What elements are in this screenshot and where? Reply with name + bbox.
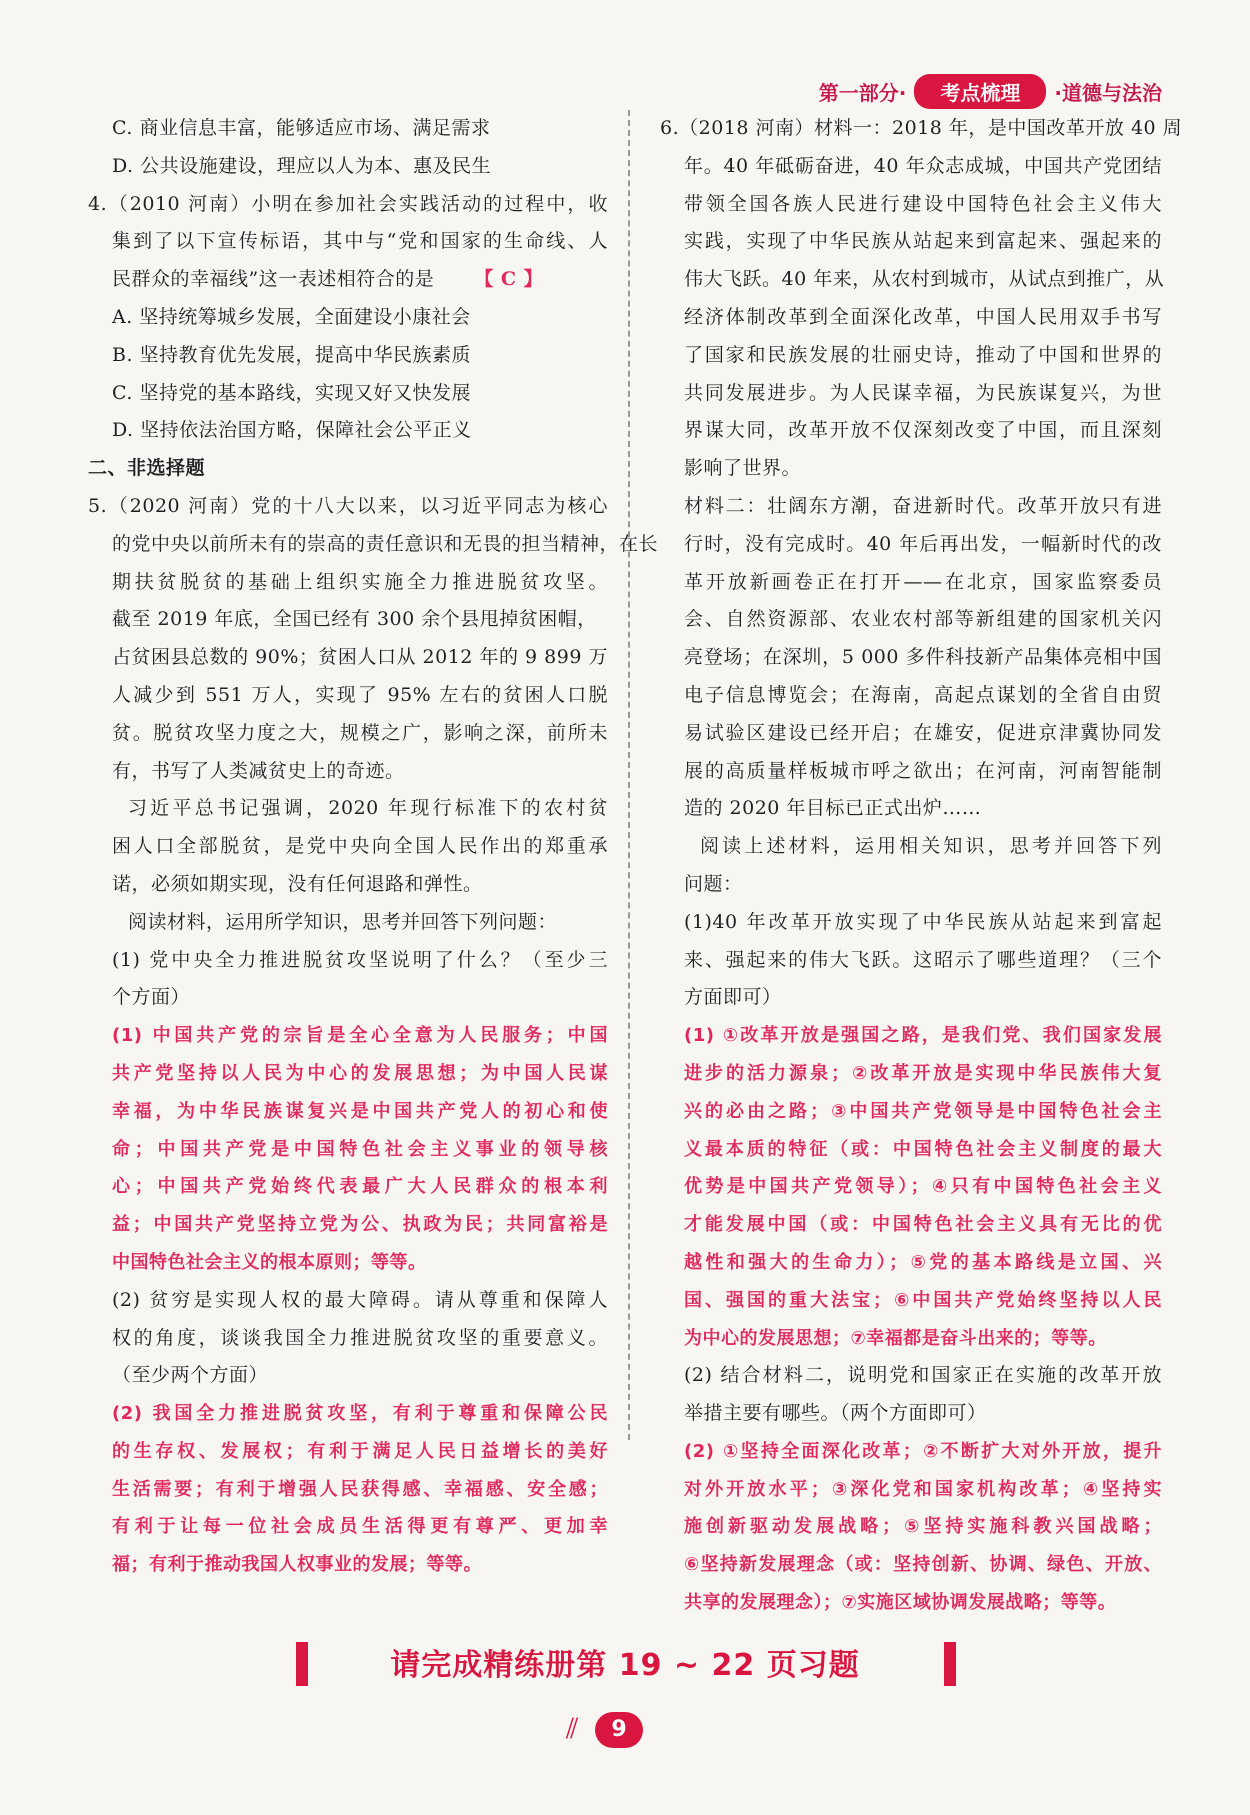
text-line (660, 223, 1162, 261)
answer-line (88, 1017, 608, 1055)
line-text: 贫。脱贫攻坚力度之大，规模之广，影响之深，前所未 (112, 721, 608, 744)
line-text: 命；中国共产党是中国特色社会主义事业的领导核 (112, 1138, 608, 1160)
line-text: (1) 党中央全力推进脱贫攻坚说明了什么？（至少三 (112, 948, 608, 971)
line-text: 共享的发展理念）；⑦实施区域协调发展战略；等等。 (684, 1592, 1117, 1614)
line-text: (1)40 年改革开放实现了中华民族从站起来到富起 (684, 910, 1162, 933)
line-text: 进步的活力源泉；②改革开放是实现中华民族伟大复 (684, 1062, 1162, 1084)
text-line (660, 450, 1162, 488)
text-line (88, 375, 608, 413)
page-number: 9 (595, 1712, 643, 1748)
line-text: 行时，没有完成时。40 年后再出发，一幅新时代的改 (684, 532, 1162, 555)
answer-line (88, 1131, 608, 1169)
line-text: D. 公共设施建设，理应以人为本、惠及民生 (112, 154, 492, 177)
text-line (88, 526, 659, 564)
text-line (660, 299, 1162, 337)
line-text: 心；中国共产党始终代表最广大人民群众的根本利 (112, 1176, 608, 1198)
text-line (660, 526, 1162, 564)
line-text: 问题： (684, 872, 743, 895)
line-text: 的生存权、发展权；有利于满足人民日益增长的美好 (112, 1440, 608, 1462)
answer-line (660, 1433, 1162, 1471)
text-line (660, 261, 1165, 299)
answer-line (88, 1093, 608, 1131)
text-line (88, 639, 608, 677)
text-line (88, 677, 608, 715)
line-text: (1) ①改革开放是强国之路，是我们党、我们国家发展 (684, 1025, 1162, 1047)
line-text: A. 坚持统筹城乡发展，全面建设小康社会 (112, 305, 471, 328)
line-text: 有利于让每一位社会成员生活得更有尊严、更加幸 (112, 1516, 608, 1538)
answer-line (660, 1017, 1162, 1055)
line-text: C. 坚持党的基本路线，实现又好又快发展 (112, 381, 471, 404)
line-text: 施创新驱动发展战略；⑤坚持实施科教兴国战略； (684, 1516, 1162, 1538)
text-line (660, 753, 1162, 791)
answer-line (660, 1131, 1162, 1169)
answer-line (88, 1471, 608, 1509)
line-text: 兴的必由之路；③中国共产党领导是中国特色社会主 (684, 1100, 1162, 1122)
line-text: 权的角度，谈谈我国全力推进脱贫攻坚的重要意义。 (112, 1326, 608, 1349)
page-header (819, 74, 1162, 109)
line-text: 截至 2019 年底，全国已经有 300 余个县甩掉贫困帽， (112, 608, 597, 631)
text-line (88, 148, 608, 186)
line-text: 展的高质量样板城市呼之欲出；在河南，河南智能制 (684, 759, 1162, 782)
text-line (88, 299, 608, 337)
line-text: 了国家和民族发展的壮丽史诗，推动了中国和世界的 (684, 343, 1162, 366)
text-line (660, 375, 1162, 413)
line-text: （至少两个方面） (112, 1364, 269, 1387)
line-text: 益；中国共产党坚持立党为公、执政为民；共同富裕是 (112, 1214, 608, 1236)
line-text: 5.（2020 河南）党的十八大以来，以习近平同志为核心 (88, 494, 608, 517)
line-text: 方面即可） (684, 986, 782, 1009)
text-line (88, 337, 608, 375)
line-text: 二、非选择题 (88, 457, 206, 480)
text-line (88, 715, 608, 753)
answer-line (660, 1546, 1162, 1584)
line-text: (2) 结合材料二，说明党和国家正在实施的改革开放 (684, 1364, 1162, 1387)
line-text: 期扶贫脱贫的基础上组织实施全力推进脱贫攻坚。 (112, 570, 608, 593)
line-text: 革开放新画卷正在打开——在北京，国家监察委员 (684, 570, 1162, 593)
line-text: 困人口全部脱贫，是党中央向全国人民作出的郑重承 (112, 835, 608, 858)
line-text: 影响了世界。 (684, 457, 802, 480)
text-line (660, 904, 1162, 942)
line-text: 对外开放水平；③深化党和国家机构改革；④坚持实 (684, 1478, 1162, 1500)
line-text: 亮登场；在深圳，5 000 多件科技新产品集体亮相中国 (684, 646, 1162, 669)
text-line (88, 904, 608, 942)
line-text: 共产党坚持以人民为中心的发展思想；为中国人民谋 (112, 1062, 608, 1084)
text-line (88, 1320, 608, 1358)
answer-line (660, 1508, 1162, 1546)
line-text: B. 坚持教育优先发展，提高中华民族素质 (112, 343, 472, 366)
text-line (660, 412, 1162, 450)
line-text: 4.（2010 河南）小明在参加社会实践活动的过程中，收 (88, 192, 608, 215)
answer-line (660, 1055, 1162, 1093)
line-text: 经济体制改革到全面深化改革，中国人民用双手书写 (684, 305, 1162, 328)
text-line (660, 110, 1183, 148)
answer-line (660, 1282, 1162, 1320)
line-text: (2) 贫穷是实现人权的最大障碍。请从尊重和保障人 (112, 1288, 608, 1311)
line-text: 生活需要；有利于增强人民获得感、幸福感、安全感； (112, 1478, 608, 1500)
answer-line (660, 1093, 1162, 1131)
line-text: D. 坚持依法治国方略，保障社会公平正义 (112, 419, 472, 442)
text-line (88, 979, 608, 1017)
answer-line (660, 1168, 1162, 1206)
text-line (88, 828, 608, 866)
answer-line (88, 1055, 608, 1093)
text-line (88, 223, 608, 261)
line-text: 带领全国各族人民进行建设中国特色社会主义伟大 (684, 192, 1162, 215)
answer-line (88, 1508, 608, 1546)
text-line (88, 450, 608, 488)
line-text: 来、强起来的伟大飞跃。这昭示了哪些道理？（三个 (684, 948, 1162, 971)
answer-bracket: 【 C 】 (474, 268, 544, 291)
answer-line (88, 1168, 608, 1206)
line-text: (1) 中国共产党的宗旨是全心全意为人民服务；中国 (112, 1025, 608, 1047)
answer-line (660, 1320, 1162, 1358)
text-line (660, 337, 1162, 375)
line-text: 共同发展进步。为人民谋幸福，为民族谋复兴，为世 (684, 381, 1162, 404)
text-line (660, 186, 1162, 224)
line-text: 优势是中国共产党领导）；④只有中国特色社会主义 (684, 1176, 1162, 1198)
text-line (88, 866, 608, 904)
footer (0, 1640, 1250, 1684)
line-text: 电子信息博览会；在海南，高起点谋划的全省自由贸 (684, 683, 1162, 706)
page-number-decoration-icon: ⫽ (566, 1712, 579, 1745)
line-text: 个方面） (112, 986, 191, 1009)
line-text: 6.（2018 河南）材料一：2018 年，是中国改革开放 40 周 (660, 117, 1183, 139)
text-line (660, 866, 1162, 904)
line-text: C. 商业信息丰富，能够适应市场、满足需求 (112, 117, 491, 139)
line-text: 义最本质的特征（或：中国特色社会主义制度的最大 (684, 1138, 1162, 1160)
text-line (88, 488, 608, 526)
line-text: 举措主要有哪些。（两个方面即可） (684, 1402, 987, 1425)
line-text: 阅读材料，运用所学知识，思考并回答下列问题： (128, 910, 558, 933)
header-subject: ·道德与法治 (1054, 81, 1162, 105)
text-line (88, 261, 608, 299)
line-text: 有，书写了人类减贫史上的奇迹。 (112, 759, 405, 782)
footer-instruction: 请完成精练册第 19 ~ 22 页习题 (390, 1648, 860, 1683)
line-text: 伟大飞跃。40 年来，从农村到城市，从试点到推广，从 (684, 268, 1165, 291)
line-text: 越性和强大的生命力）；⑤党的基本路线是立国、兴 (684, 1251, 1162, 1273)
line-text: 年。40 年砥砺奋进，40 年众志成城，中国共产党团结 (684, 154, 1162, 177)
line-text: 国、强国的重大法宝；⑥中国共产党始终坚持以人民 (684, 1289, 1162, 1311)
line-text: 造的 2020 年目标已正式出炉…… (684, 797, 982, 820)
right-column (660, 110, 1183, 1622)
text-line (660, 828, 1162, 866)
column-divider (628, 110, 630, 1440)
line-text: 人减少到 551 万人，实现了 95% 左右的贫困人口脱 (112, 683, 608, 706)
text-line (660, 979, 1162, 1017)
line-text: 实践，实现了中华民族从站起来到富起来、强起来的 (684, 230, 1162, 253)
line-text: 集到了以下宣传标语，其中与“党和国家的生命线、人 (112, 230, 608, 253)
line-text: 界谋大同，改革开放不仅深刻改变了中国，而且深刻 (684, 419, 1162, 442)
text-line (660, 1395, 1162, 1433)
answer-line (88, 1433, 608, 1471)
answer-line (660, 1244, 1162, 1282)
text-line (88, 564, 608, 602)
answer-line (660, 1584, 1162, 1622)
line-text: 幸福，为中华民族谋复兴是中国共产党人的初心和使 (112, 1100, 608, 1122)
line-text: 才能发展中国（或：中国特色社会主义具有无比的优 (684, 1214, 1162, 1236)
header-part: 第一部分· (818, 81, 907, 105)
text-line (660, 790, 1162, 828)
line-text: 诺，必须如期实现，没有任何退路和弹性。 (112, 872, 483, 895)
line-text: 习近平总书记强调，2020 年现行标准下的农村贫 (128, 797, 608, 820)
text-line (660, 715, 1162, 753)
text-line (88, 1282, 608, 1320)
line-text: 占贫困县总数的 90%；贫困人口从 2012 年的 9 899 万 (112, 646, 608, 669)
answer-line (660, 1206, 1162, 1244)
line-text: 福；有利于推动我国人权事业的发展；等等。 (112, 1554, 482, 1576)
text-line (88, 412, 608, 450)
line-text: 阅读上述材料，运用相关知识，思考并回答下列 (700, 835, 1162, 858)
answer-line (88, 1546, 608, 1584)
left-column (88, 110, 659, 1584)
text-line (660, 677, 1162, 715)
line-text: 中国特色社会主义的根本原则；等等。 (112, 1251, 427, 1273)
line-text: (2) ①坚持全面深化改革；②不断扩大对外开放，提升 (684, 1440, 1162, 1462)
answer-line (660, 1471, 1162, 1509)
line-text: 材料二：壮阔东方潮，奋进新时代。改革开放只有进 (684, 494, 1162, 517)
answer-line (88, 1395, 608, 1433)
header-section-pill: 考点梳理 (914, 74, 1046, 109)
text-line (660, 488, 1162, 526)
line-text: 为中心的发展思想；⑦幸福都是奋斗出来的；等等。 (684, 1327, 1107, 1349)
text-line (88, 601, 608, 639)
text-line (88, 110, 608, 148)
text-line (88, 942, 608, 980)
text-line (660, 601, 1162, 639)
line-text: ⑥坚持新发展理念（或：坚持创新、协调、绿色、开放、 (684, 1554, 1162, 1576)
text-line (660, 942, 1162, 980)
line-text: 会、自然资源部、农业农村部等新组建的国家机关闪 (684, 608, 1162, 631)
line-text: (2) 我国全力推进脱贫攻坚，有利于尊重和保障公民 (112, 1403, 608, 1425)
footer-bar-right (944, 1642, 956, 1686)
line-text: 的党中央以前所未有的崇高的责任意识和无畏的担当精神，在长 (112, 532, 659, 555)
text-line (660, 639, 1162, 677)
line-text: 易试验区建设已经开启；在雄安，促进京津冀协同发 (684, 721, 1162, 744)
answer-line (88, 1206, 608, 1244)
text-line (88, 186, 608, 224)
answer-line (88, 1244, 608, 1282)
text-line (88, 1357, 608, 1395)
text-line (88, 753, 608, 791)
text-line (88, 790, 608, 828)
line-text: 民群众的幸福线”这一表述相符合的是 (112, 268, 435, 291)
text-line (660, 564, 1162, 602)
text-line (660, 148, 1162, 186)
text-line (660, 1357, 1162, 1395)
